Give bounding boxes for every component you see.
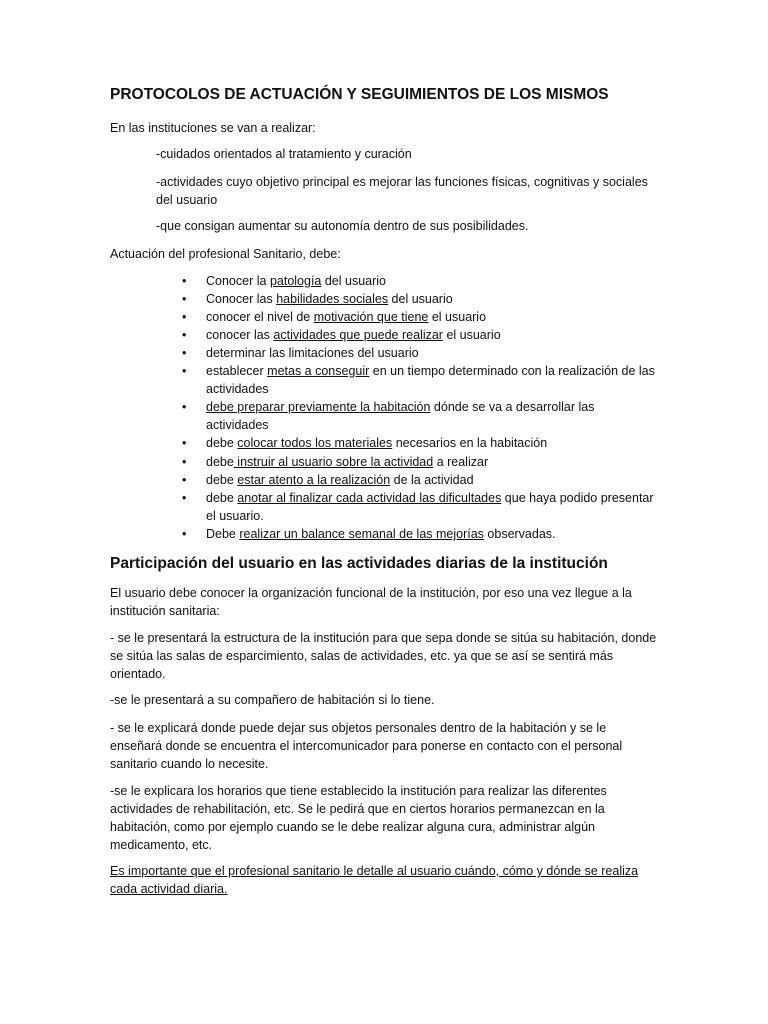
bullet-icon: • [182, 346, 187, 360]
bullet-text: del usuario [388, 292, 453, 306]
bullet-icon: • [182, 527, 187, 541]
bullet-icon: • [182, 436, 187, 450]
bullet-text: dónde se va a desarrollar las actividades [206, 400, 595, 432]
bullet-underlined-text: instruir al usuario sobre la actividad [233, 455, 434, 469]
bullet-underlined-text: realizar un balance semanal de las mejorías [239, 527, 484, 541]
paragraph: El usuario debe conocer la organización funcional de la institución, por eso una vez llegue a la institución sanitaria: [110, 586, 632, 618]
bullet-text: debe [206, 491, 238, 505]
bullet-text: Conocer las [206, 292, 277, 306]
bullet-text: establecer [206, 364, 268, 378]
bullet-text: conocer las [206, 328, 274, 342]
paragraph: - se le presentará la estructura de la institución para que sepa donde se sitúa su habitación, donde se sitúa las salas de esparcimiento, salas de actividades, etc. ya que se así se sentirá más orientado. [110, 631, 657, 681]
bullet-text: determinar las limitaciones del usuario [206, 346, 419, 360]
bullet-text: el usuario [442, 328, 501, 342]
paragraph: - se le explicará donde puede dejar sus objetos personales dentro de la habitación y se le enseñará donde se encuentra el intercomunicador para ponerse en contacto con el personal sanitario cuando lo necesite. [110, 721, 623, 771]
actuacion-heading: Actuación del profesional Sanitario, debe: [110, 247, 341, 261]
bullet-text: necesarios en la habitación [392, 436, 548, 450]
bullet-item [182, 326, 658, 344]
bullet-text: a realizar [433, 455, 489, 469]
intro-item: -actividades cuyo objetivo principal es mejorar las funciones físicas, cognitivas y sociales del usuario [156, 175, 648, 207]
bullet-text: conocer el nivel de [206, 310, 314, 324]
closing-note-text: Es importante que el profesional sanitario le detalle al usuario cuándo, cómo y dónde se realiza cada actividad diaria. [110, 864, 639, 896]
document-title: PROTOCOLOS DE ACTUACIÓN Y SEGUIMIENTOS DE LOS MISMOS [110, 86, 609, 103]
bullet-icon: • [182, 274, 187, 288]
bullet-text: Debe [206, 527, 240, 541]
bullet-text: el usuario [428, 310, 487, 324]
bullet-text: Conocer la [206, 274, 270, 288]
bullet-item [182, 344, 658, 362]
bullet-underlined-text: patología [269, 274, 322, 288]
bullet-item [182, 362, 658, 398]
bullet-icon: • [182, 473, 187, 487]
bullet-underlined-text: motivación que tiene [313, 310, 429, 324]
intro-item: -que consigan aumentar su autonomía dentro de sus posibilidades. [156, 219, 529, 233]
bullet-item [182, 471, 658, 489]
bullet-text: debe [206, 473, 238, 487]
bullet-text: debe [206, 436, 238, 450]
bullet-item [182, 398, 658, 434]
bullet-underlined-text: anotar al finalizar cada actividad las dificultades [237, 491, 502, 505]
bullet-icon: • [182, 491, 187, 505]
bullet-underlined-text: estar atento a la realización [237, 473, 391, 487]
bullet-text: debe [206, 455, 234, 469]
bullet-underlined-text: metas a conseguir [267, 364, 370, 378]
bullet-item [182, 525, 658, 543]
bullet-icon: • [182, 328, 187, 342]
bullet-icon: • [182, 292, 187, 306]
closing-note [110, 862, 658, 898]
bullet-icon: • [182, 455, 187, 469]
bullet-underlined-text: debe preparar previamente la habitación [206, 400, 431, 414]
bullet-underlined-text: habilidades sociales [276, 292, 389, 306]
bullet-item [182, 453, 658, 471]
bullet-item [182, 308, 658, 326]
bullet-icon: • [182, 364, 187, 378]
bullet-underlined-text: colocar todos los materiales [237, 436, 393, 450]
bullet-text: del usuario [321, 274, 386, 288]
bullet-text: que haya podido presentar el usuario. [206, 491, 654, 523]
bullet-item [182, 489, 658, 525]
paragraph: -se le presentará a su compañero de habitación si lo tiene. [110, 693, 435, 707]
section-heading: Participación del usuario en las actividades diarias de la institución [110, 555, 608, 572]
bullet-text: observadas. [483, 527, 556, 541]
intro-text: En las instituciones se van a realizar: [110, 121, 316, 135]
bullet-underlined-text: actividades que puede realizar [273, 328, 443, 342]
bullet-item [182, 434, 658, 452]
bullet-item [182, 272, 658, 290]
paragraph: -se le explicara los horarios que tiene establecido la institución para realizar las diferentes actividades de rehabilitación, etc. Se le pedirá que en ciertos horarios permanezcan en la habitación, como por ejemplo cuando se le debe realizar alguna cura, administrar algún medicamento, etc. [110, 784, 607, 852]
intro-item: -cuidados orientados al tratamiento y curación [156, 147, 412, 161]
bullet-text: en un tiempo determinado con la realización de las actividades [206, 364, 655, 396]
bullet-icon: • [182, 310, 187, 324]
bullet-item [182, 290, 658, 308]
bullet-text: de la actividad [390, 473, 474, 487]
bullet-icon: • [182, 400, 187, 414]
